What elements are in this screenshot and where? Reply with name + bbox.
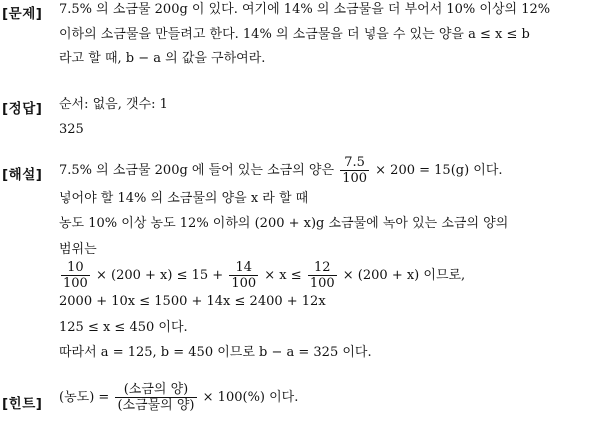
- inequality-part-1: × (200 + x) ≤ 15 +: [95, 268, 224, 283]
- fraction-14-num: 14: [229, 260, 258, 276]
- hint-label: [힌트]: [2, 396, 43, 412]
- salt-fraction: [340, 155, 369, 186]
- solution-label: [해설]: [2, 167, 43, 183]
- solution-line-8: 따라서 a = 125, b = 450 이므로 b − a = 325 이다.: [59, 345, 372, 360]
- hint-pre: (농도) =: [59, 390, 110, 405]
- inequality-part-2: × x ≤: [264, 268, 302, 283]
- answer-label: [정답]: [2, 101, 43, 117]
- problem-line-2: 이하의 소금물을 만들려고 한다. 14% 의 소금물을 더 넣을 수 있는 양을 a ≤ x ≤ b: [59, 27, 530, 42]
- solution-line-1-post: × 200 = 15(g) 이다.: [375, 163, 503, 178]
- hint-line: [59, 380, 298, 416]
- solution-line-1-pre: 7.5% 의 소금물 200g 에 들어 있는 소금의 양은: [59, 163, 335, 178]
- fraction-12-100: [308, 260, 337, 291]
- solution-line-7: 125 ≤ x ≤ 450 이다.: [59, 320, 188, 335]
- hint-post: × 100(%) 이다.: [202, 390, 299, 405]
- answer-meta: 순서: 없음, 갯수: 1: [59, 97, 168, 112]
- salt-fraction-den: 100: [342, 171, 368, 186]
- problem-line-3: 라고 할 때, b − a 의 값을 구하여라.: [59, 51, 266, 66]
- fraction-10-100: [61, 260, 90, 291]
- solution-line-1: [59, 154, 503, 188]
- solution-line-2: 넣어야 할 14% 의 소금물의 양을 x 라 할 때: [59, 191, 309, 206]
- inequality-part-3: × (200 + x) 이므로,: [342, 268, 466, 283]
- fraction-12-num: 12: [308, 260, 337, 276]
- answer-value: 325: [59, 122, 84, 137]
- problem-line-1: 7.5% 의 소금물 200g 이 있다. 여기에 14% 의 소금물을 더 부어서 10% 이상의 12%: [59, 2, 551, 17]
- solution-line-3: 농도 10% 이상 농도 12% 이하의 (200 + x)g 소금물에 녹아 있는 소금의 양의: [59, 216, 509, 231]
- solution-line-6: 2000 + 10x ≤ 1500 + 14x ≤ 2400 + 12x: [59, 294, 326, 309]
- fraction-10-num: 10: [61, 260, 90, 276]
- problem-label: [문제]: [2, 6, 43, 22]
- concentration-den: (소금물의 양): [117, 398, 195, 413]
- concentration-num: (소금의 양): [115, 382, 196, 398]
- solution-line-4: 범위는: [59, 242, 97, 257]
- fraction-12-den: 100: [309, 276, 335, 291]
- fraction-14-100: [229, 260, 258, 291]
- solution-inequality: [59, 260, 465, 292]
- salt-fraction-num: 7.5: [340, 155, 369, 171]
- fraction-14-den: 100: [231, 276, 257, 291]
- concentration-fraction: [115, 382, 196, 413]
- fraction-10-den: 100: [63, 276, 88, 291]
